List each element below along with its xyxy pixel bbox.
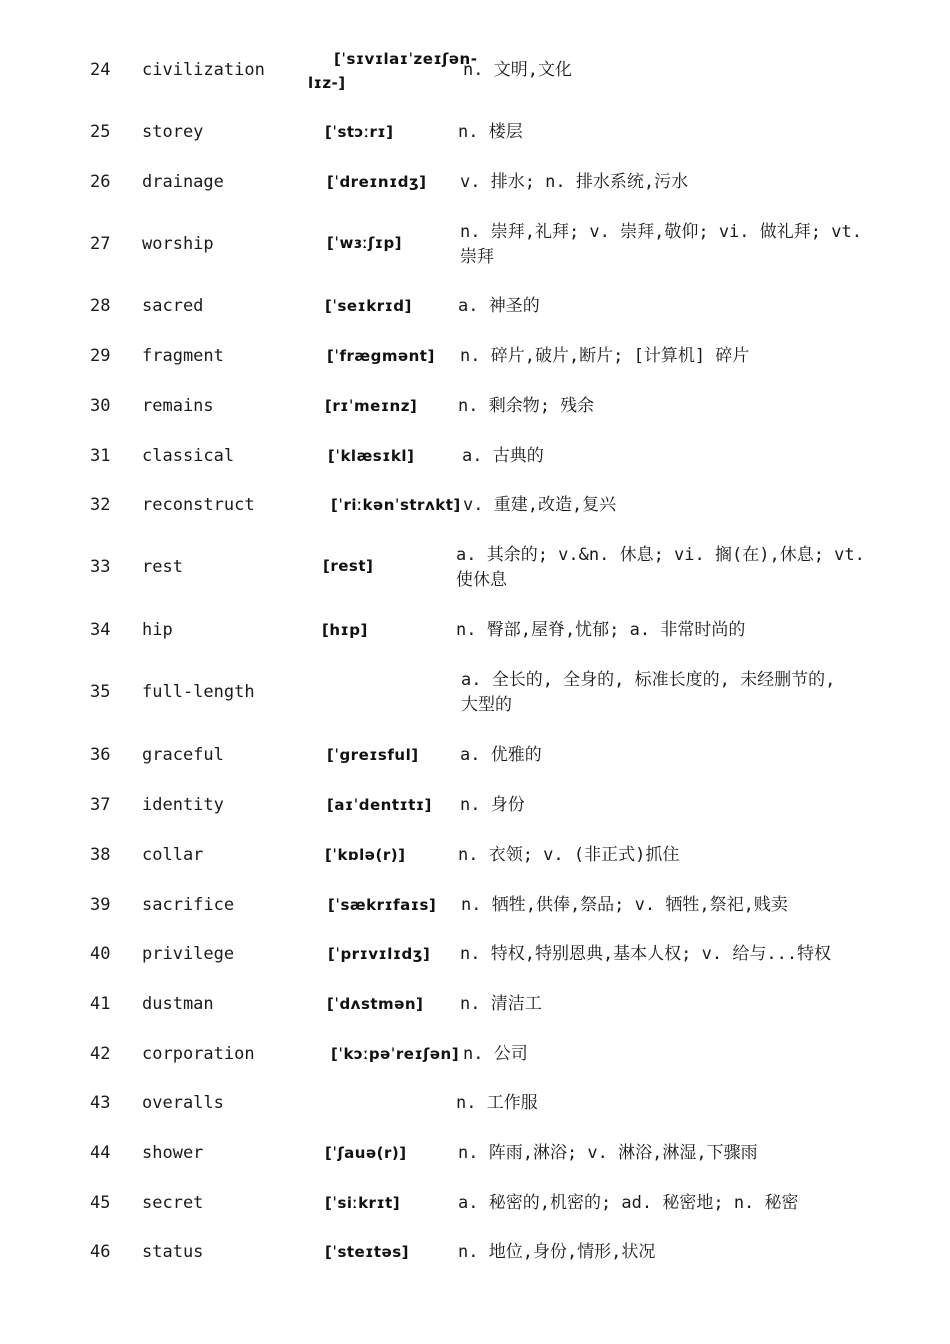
entry-pronunciation-cont: lɪz-] <box>308 74 346 92</box>
entry-word: civilization <box>142 60 265 80</box>
entry-number: 33 <box>90 557 111 577</box>
entry-pronunciation: [aɪˈdentɪtɪ] <box>327 796 432 814</box>
entry-number: 26 <box>90 172 111 192</box>
entry-pronunciation: [ˈseɪkrɪd] <box>325 297 412 315</box>
entry-word: graceful <box>142 745 224 765</box>
entry-number: 37 <box>90 795 111 815</box>
entry-number: 32 <box>90 495 111 515</box>
entry-pronunciation: [ˈsiːkrɪt] <box>325 1194 401 1212</box>
entry-pronunciation: [ˈsɪvɪlaɪˈzeɪʃən- <box>334 50 478 68</box>
entry-number: 24 <box>90 60 111 80</box>
entry-word: storey <box>142 122 204 142</box>
entry-word: sacred <box>142 296 204 316</box>
entry-word: sacrifice <box>142 895 235 915</box>
entry-definition: n. 公司 <box>463 1044 528 1064</box>
entry-number: 38 <box>90 845 111 865</box>
entry-definition: n. 地位,身份,情形,状况 <box>458 1242 656 1262</box>
entry-pronunciation: [rɪˈmeɪnz] <box>325 397 418 415</box>
entry-definition: a. 全长的, 全身的, 标准长度的, 未经删节的, 大型的 <box>461 670 836 715</box>
entry-word: reconstruct <box>142 495 255 515</box>
entry-pronunciation: [ˈdreɪnɪdʒ] <box>327 173 427 191</box>
entry-definition: a. 秘密的,机密的; ad. 秘密地; n. 秘密 <box>458 1193 799 1213</box>
entry-definition: n. 碎片,破片,断片; [计算机] 碎片 <box>460 346 750 366</box>
entry-pronunciation: [ˈdʌstmən] <box>327 995 424 1013</box>
entry-number: 36 <box>90 745 111 765</box>
entry-definition: a. 古典的 <box>462 446 544 466</box>
entry-pronunciation: [ˈgreɪsful] <box>327 746 419 764</box>
entry-word: collar <box>142 845 204 865</box>
entry-number: 39 <box>90 895 111 915</box>
entry-definition: n. 楼层 <box>458 122 523 142</box>
entry-definition: a. 其余的; v.&n. 休息; vi. 搁(在),休息; vt. 使休息 <box>456 545 865 590</box>
entry-word: shower <box>142 1143 204 1163</box>
entry-word: full-length <box>142 682 255 702</box>
entry-number: 27 <box>90 234 111 254</box>
entry-word: overalls <box>142 1093 224 1113</box>
entry-number: 41 <box>90 994 111 1014</box>
entry-pronunciation: [ˈʃauə(r)] <box>325 1144 407 1162</box>
entry-number: 44 <box>90 1143 111 1163</box>
entry-number: 43 <box>90 1093 111 1113</box>
entry-definition: v. 重建,改造,复兴 <box>463 495 617 515</box>
entry-number: 30 <box>90 396 111 416</box>
entry-number: 45 <box>90 1193 111 1213</box>
entry-pronunciation: [ˈstɔːrɪ] <box>325 123 394 141</box>
entry-word: drainage <box>142 172 224 192</box>
entry-word: identity <box>142 795 224 815</box>
entry-word: privilege <box>142 944 235 964</box>
entry-pronunciation: [ˈklæsɪkl] <box>328 447 415 465</box>
entry-number: 46 <box>90 1242 111 1262</box>
entry-pronunciation: [ˈfrægmənt] <box>327 347 435 365</box>
entry-definition: n. 衣领; v. (非正式)抓住 <box>458 845 680 865</box>
entry-number: 40 <box>90 944 111 964</box>
entry-word: corporation <box>142 1044 255 1064</box>
entry-word: fragment <box>142 346 224 366</box>
entry-number: 42 <box>90 1044 111 1064</box>
entry-number: 31 <box>90 446 111 466</box>
entry-definition: a. 优雅的 <box>460 745 542 765</box>
entry-word: rest <box>142 557 183 577</box>
entry-pronunciation: [ˈsækrɪfaɪs] <box>328 896 437 914</box>
entry-pronunciation: [ˈsteɪtəs] <box>325 1243 410 1261</box>
entry-word: dustman <box>142 994 214 1014</box>
entry-definition: n. 文明,文化 <box>463 60 572 80</box>
entry-pronunciation: [rest] <box>323 557 374 575</box>
entry-definition: n. 阵雨,淋浴; v. 淋浴,淋湿,下骤雨 <box>458 1143 758 1163</box>
entry-word: hip <box>142 620 173 640</box>
entry-number: 28 <box>90 296 111 316</box>
entry-pronunciation: [ˈwɜːʃɪp] <box>327 234 403 252</box>
entry-word: status <box>142 1242 204 1262</box>
entry-definition: n. 牺牲,供俸,祭品; v. 牺牲,祭祀,贱卖 <box>461 895 788 915</box>
entry-definition: n. 臀部,屋脊,忧郁; a. 非常时尚的 <box>456 620 746 640</box>
entry-word: secret <box>142 1193 204 1213</box>
entry-definition: n. 身份 <box>460 795 525 815</box>
entry-pronunciation: [ˈprɪvɪlɪdʒ] <box>328 945 431 963</box>
entry-word: remains <box>142 396 214 416</box>
entry-definition: n. 剩余物; 残余 <box>458 396 595 416</box>
entry-definition: v. 排水; n. 排水系统,污水 <box>460 172 689 192</box>
entry-pronunciation: [ˈkɒlə(r)] <box>325 846 406 864</box>
entry-definition: n. 特权,特别恩典,基本人权; v. 给与...特权 <box>460 944 832 964</box>
entry-number: 25 <box>90 122 111 142</box>
entry-pronunciation: [ˈkɔːpəˈreɪʃən] <box>331 1045 460 1063</box>
entry-definition: n. 清洁工 <box>460 994 542 1014</box>
entry-number: 29 <box>90 346 111 366</box>
entry-number: 35 <box>90 682 111 702</box>
entry-word: classical <box>142 446 235 466</box>
entry-definition: a. 神圣的 <box>458 296 540 316</box>
entry-pronunciation: [ˈriːkənˈstrʌkt] <box>331 496 461 514</box>
entry-number: 34 <box>90 620 111 640</box>
entry-definition: n. 工作服 <box>456 1093 538 1113</box>
entry-definition: n. 崇拜,礼拜; v. 崇拜,敬仰; vi. 做礼拜; vt. 崇拜 <box>460 222 862 267</box>
entry-pronunciation: [hɪp] <box>322 621 368 639</box>
entry-word: worship <box>142 234 214 254</box>
